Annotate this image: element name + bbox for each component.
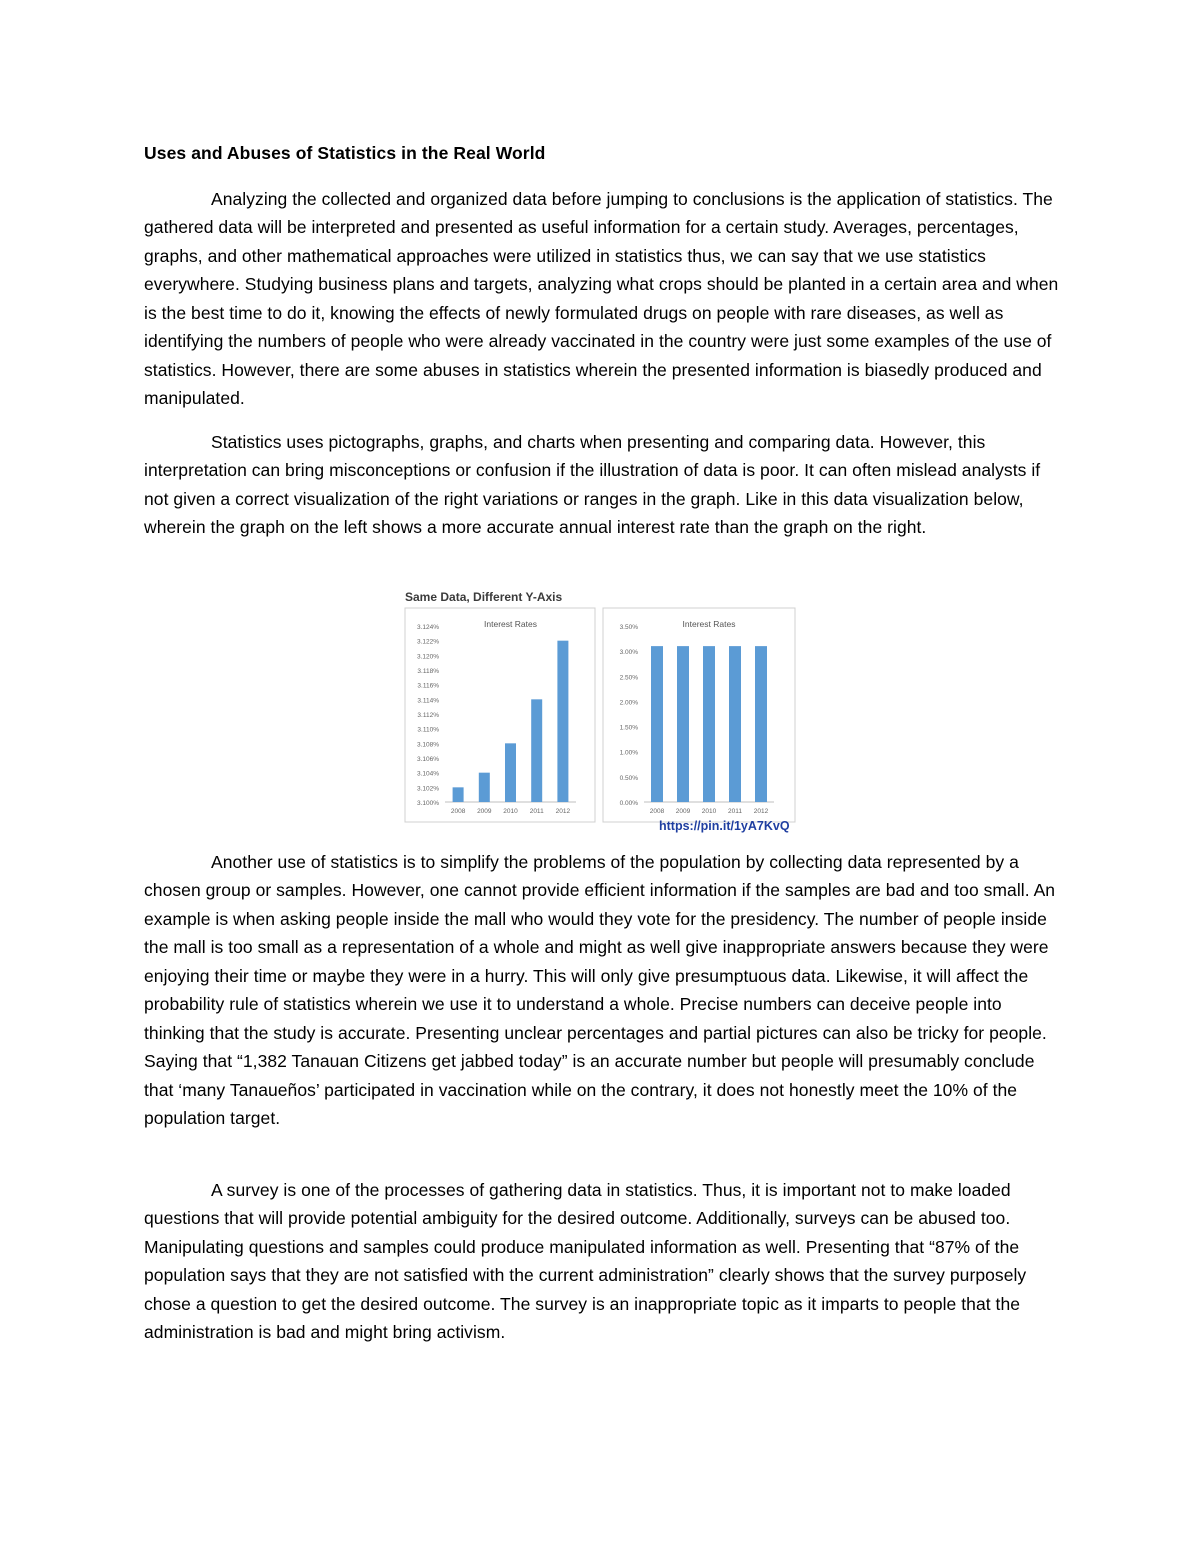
y-tick-label-left-12: 3.124% [416,624,439,631]
x-tick-label-left-2010: 2010 [503,808,518,815]
x-tick-label-right-2008: 2008 [649,808,665,815]
chart-figure [398,586,798,836]
y-tick-label-left-0: 3.100% [416,800,439,807]
chart-title-left: Interest Rates [484,619,537,629]
figure-source-link[interactable]: https://pin.it/1yA7KvQ [659,819,790,833]
y-tick-label-right-7: 3.50% [619,624,638,631]
y-tick-label-right-6: 3.00% [619,649,638,657]
bar-right-2009 [677,646,689,802]
y-tick-label-left-7: 3.114% [417,697,439,705]
y-tick-label-left-2: 3.104% [416,770,439,778]
paragraph-4: A survey is one of the processes of gathering data in statistics. Thus, it is important not to make loaded questions that will provide potential ambiguity for the desired outcome. Additionally, surveys can be abused too. Manipulating questions and samples could produce manipulated information as well. Presenting that “87% of the population says that they are not satisfied with the current administration” clearly shows that the survey purposely chose a question to get the desired outcome. The survey is an inappropriate topic as it imparts to people that the administration is bad and might bring activism. [144,1180,1027,1343]
charts-svg [398,586,798,836]
bar-left-2011 [531,699,542,802]
y-tick-label-right-1: 0.50% [619,774,638,782]
y-tick-label-left-4: 3.108% [416,741,439,749]
bar-right-2010 [703,646,715,802]
x-tick-label-right-2009: 2009 [675,808,691,815]
x-tick-label-right-2010: 2010 [701,808,717,815]
document-title: Uses and Abuses of Statistics in the Real World [144,143,546,163]
chart-title-right: Interest Rates [682,619,736,629]
x-tick-label-left-2009: 2009 [477,808,492,815]
x-tick-label-left-2012: 2012 [555,808,571,815]
y-tick-label-left-5: 3.110% [417,726,439,734]
y-tick-label-right-5: 2.50% [619,674,638,682]
bar-left-2009 [479,773,490,802]
x-tick-label-left-2011: 2011 [529,808,544,815]
y-tick-label-left-1: 3.102% [416,785,439,793]
bar-right-2008 [651,646,663,802]
x-tick-label-right-2012: 2012 [753,808,769,815]
y-tick-label-left-10: 3.120% [416,653,439,661]
y-tick-label-right-2: 1.00% [619,749,638,757]
paragraph-1: Analyzing the collected and organized data before jumping to conclusions is the application of statistics. The gathered data will be interpreted and presented as useful information for a certain study. Averages, percentages, graphs, and other mathematical approaches were utilized in statistics thus, we can say that we use statistics everywhere. Studying business plans and targets, analyzing what crops should be planted in a certain area and when is the best time to do it, knowing the effects of newly formulated drugs on people with rare diseases, as well as identifying the numbers of people who were already vaccinated in the country were just some examples of the use of statistics. However, there are some abuses in statistics wherein the presented information is biasedly produced and manipulated. [144,189,1059,409]
bar-right-2011 [729,646,741,802]
y-tick-label-right-3: 1.50% [619,724,638,732]
y-tick-label-left-9: 3.118% [417,668,439,675]
x-tick-label-left-2008: 2008 [450,808,466,815]
figure-title: Same Data, Different Y-Axis [405,590,563,604]
y-tick-label-right-0: 0.00% [619,800,638,807]
y-tick-label-left-11: 3.122% [416,638,439,646]
y-tick-label-left-3: 3.106% [416,756,439,763]
paragraph-2: Statistics uses pictographs, graphs, and charts when presenting and comparing data. However, this interpretation can bring misconceptions or confusion if the illustration of data is poor. It can often mislead analysts if not given a correct visualization of the right variations or ranges in the graph. Like in this data visualization below, wherein the graph on the left shows a more accurate annual interest rate than the graph on the right. [144,432,1041,538]
bar-right-2012 [755,646,767,802]
bar-left-2012 [557,641,568,802]
y-tick-label-left-6: 3.112% [417,712,439,719]
bar-left-2008 [453,787,464,802]
x-tick-label-right-2011: 2011 [728,808,742,815]
y-tick-label-right-4: 2.00% [619,699,638,707]
y-tick-label-left-8: 3.116% [417,682,439,690]
bar-left-2010 [505,743,516,802]
paragraph-3: Another use of statistics is to simplify the problems of the population by collecting data represented by a chosen group or samples. However, one cannot provide efficient information if the samples are bad and too small. An example is when asking people inside the mall who would they vote for the presidency. The number of people inside the mall is too small as a representation of a whole and might as well give inappropriate answers because they were enjoying their time or maybe they were in a hurry. This will only give presumptuous data. Likewise, it will affect the probability rule of statistics wherein we use it to understand a whole. Precise numbers can deceive people into thinking that the study is accurate. Presenting unclear percentages and partial pictures can also be tricky for people. Saying that “1,382 Tanauan Citizens get jabbed today” is an accurate number but people will presumably conclude that ‘many Tanaueños’ participated in vaccination while on the contrary, it does not honestly meet the 10% of the population target. [144,852,1056,1129]
